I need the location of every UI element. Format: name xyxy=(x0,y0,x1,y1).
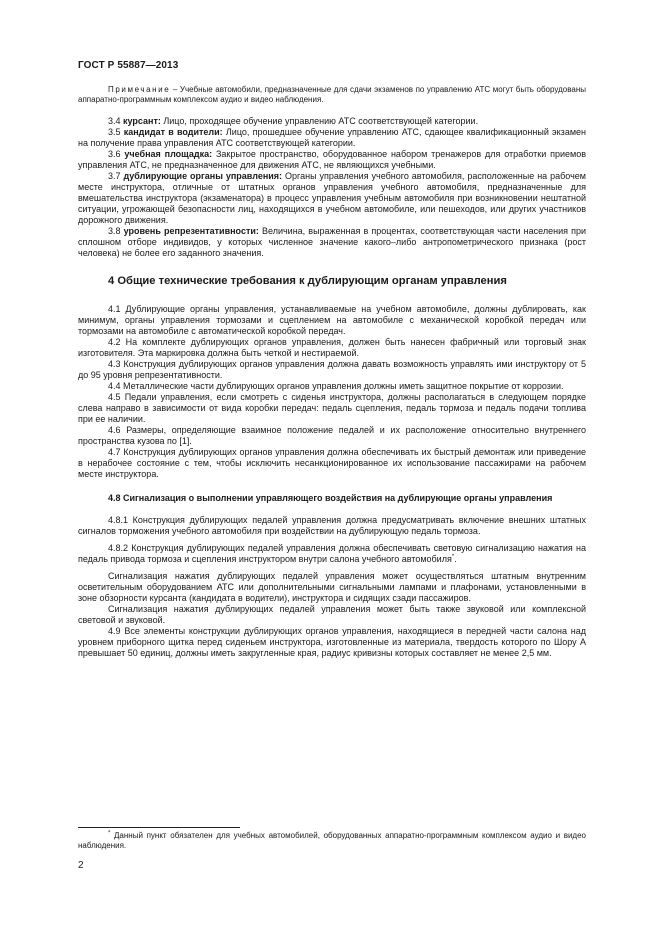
paragraph-4-9: 4.9 Все элементы конструкции дублирующих органов управления, находящиеся в передней части салона над уровнем приборного щитка перед сиденьем инструктора, изготовленные из материала, твердость которого по Шору А превышает 50 единиц, должны иметь закругленные края, радиус кривизны которых составляет не менее 2,5 мм. xyxy=(78,626,586,658)
section-4-heading: 4 Общие технические требования к дублирующим органам управления xyxy=(108,275,507,287)
definition-text: Лицо, прошедшее обучение управлению АТС, сдающее квалификационный экзамен на получение права управления АТС соответствующей категории. xyxy=(78,127,586,148)
note-text: – Учебные автомобили, предназначенные для сдачи экзаменов по управлению АТС могут быть оборудованы аппаратно-программным комплексом аудио и видео наблюдения. xyxy=(78,85,586,104)
definition-term: курсант: xyxy=(123,116,161,126)
definition-3-8 xyxy=(78,226,586,259)
paragraph-4-8-2-sound: Сигнализация нажатия дублирующих педалей управления может быть также звуковой или комплексной световой и звуковой. xyxy=(78,604,586,625)
definition-3-5 xyxy=(78,127,586,149)
document-page xyxy=(78,60,586,659)
paragraph-4-8-2 xyxy=(78,543,586,565)
definition-number: 3.6 xyxy=(108,149,125,159)
paragraph-4-5: 4.5 Педали управления, если смотреть с сиденья инструктора, должны располагаться в следующем порядке слева направо в зависимости от вида коробки передач: педаль сцепления, педаль тормоза и педаль подачи топлива при ее наличии. xyxy=(78,392,586,424)
paragraph-4-8-1: 4.8.1 Конструкция дублирующих педалей управления должна предусматривать включение внешних штатных сигналов торможения учебного автомобиля при воздействии на дублирующую педаль тормоза. xyxy=(78,515,586,536)
definition-number: 3.7 xyxy=(108,171,124,181)
note-label: Примечание xyxy=(108,85,171,94)
definition-term: учебная площадка: xyxy=(124,149,213,159)
paragraph-4-4: 4.4 Металлические части дублирующих органов управления должны иметь защитное покрытие от коррозии. xyxy=(108,381,564,391)
definition-term: дублирующие органы управления: xyxy=(123,171,283,181)
paragraph-4-6: 4.6 Размеры, определяющие взаимное положение педалей и их расположение относительно внутреннего пространства кузова по [1]. xyxy=(78,425,586,446)
definition-text: Органы управления учебного автомобиля, расположенные на рабочем месте инструктора, отличные от штатных органов управления учебного автомобиля, предназначенные для вмешательства инструктора (экзаменатора) в процесс управления учебным автомобиля при возникновении нештатной ситуации, угрожающей безопасности лиц, находящихся в учебном автомобиле, или пешеходов, или других участников дорожного движения. xyxy=(78,171,586,225)
definition-term: кандидат в водители: xyxy=(123,127,223,137)
definition-3-4 xyxy=(78,116,586,127)
paragraph-4-7: 4.7 Конструкция дублирующих органов управления должна обеспечивать их быстрый демонтаж или приведение в нерабочее состояние с тем, чтобы исключить несанкционированное их использование пассажирами на рабочем месте инструктора. xyxy=(78,447,586,479)
definition-text: Закрытое пространство, оборудованное набором тренажеров для отработки приемов управления АТС, не предназначенное для движения АТС, не являющихся учебными. xyxy=(78,149,586,170)
paragraph-4-8-2-signal: Сигнализация нажатия дублирующих педалей управления может осуществляться штатным внутренним осветительным оборудованием АТС или дополнительными сигнальными лампами и плафонами, установленными в зоне обзорности курсанта (кандидата в водители), инструктора и сидящих сзади пассажиров. xyxy=(78,571,586,603)
footnote xyxy=(78,831,586,851)
paragraph-text: 4.8.2 Конструкция дублирующих педалей управления должна обеспечивать световую сигнализацию нажатия на педаль привода тормоза и сцепления инструктором внутри салона учебного автомобиля xyxy=(78,543,586,564)
definition-number: 3.8 xyxy=(108,226,124,236)
definition-text: Величина, выраженная в процентах, соответствующая части населения при сплошном отборе индивидов, у которых численное значение какого–либо антропометрического признака (рост человека) не более его заданного значения. xyxy=(78,226,586,258)
definition-3-6 xyxy=(78,149,586,171)
footnote-marker: * xyxy=(451,554,455,560)
paragraph-4-1: 4.1 Дублирующие органы управления, устанавливаемые на учебном автомобиле, должны дублировать, как минимум, органы управления тормозами и сцеплением на автомобиле с механической коробкой передач или тормозами на автомобиле с автоматической коробкой передач. xyxy=(78,304,586,336)
paragraph-4-2: 4.2 На комплекте дублирующих органов управления, должен быть нанесен фабричный или торговый знак изготовителя. Эта маркировка должна быть четкой и нестираемой. xyxy=(78,337,586,358)
footnote-mark: * xyxy=(108,830,111,837)
definition-term: уровень репрезентативности: xyxy=(123,226,259,236)
definition-text: Лицо, проходящее обучение управлению АТС соответствующей категории. xyxy=(160,116,479,126)
section-4-8-heading: 4.8 Сигнализация о выполнении управляющего воздействия на дублирующие органы управления xyxy=(108,493,553,503)
paragraph-end: . xyxy=(454,554,457,564)
footnote-text: Данный пункт обязателен для учебных автомобилей, оборудованных аппаратно-программным комплексом аудио и видео наблюдения. xyxy=(78,831,586,850)
definition-number: 3.5 xyxy=(108,127,124,137)
page-number: 2 xyxy=(78,860,84,871)
definition-number: 3.4 xyxy=(108,116,124,126)
paragraph-4-3: 4.3 Конструкция дублирующих органов управления должна давать возможность управлять ими инструктору от 5 до 95 уровня репрезентативности. xyxy=(78,359,586,380)
note xyxy=(78,85,586,105)
footnote-divider xyxy=(78,827,240,828)
document-header: ГОСТ Р 55887—2013 xyxy=(78,60,179,71)
definition-3-7 xyxy=(78,171,586,226)
